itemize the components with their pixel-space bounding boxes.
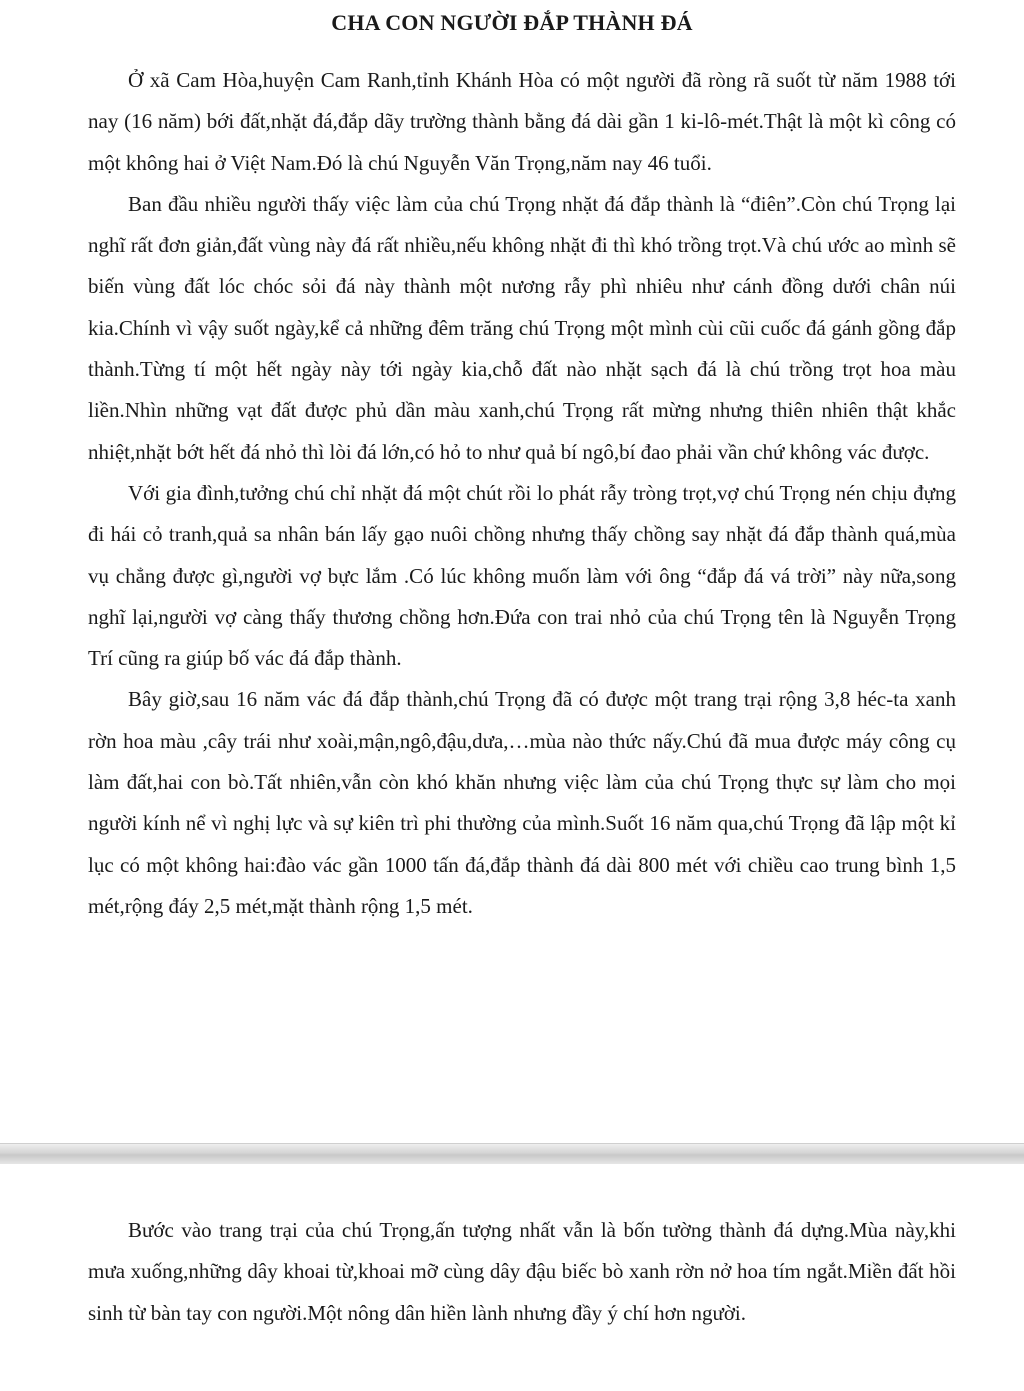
paragraph: Ban đầu nhiều người thấy việc làm của chú Trọng nhặt đá đắp thành là “điên”.Còn chú Trọng lại nghĩ rất đơn giản,đất vùng này đá rất nhiều,nếu không nhặt đi thì khó trồng trọt.Và chú ước ao mình sẽ biến vùng đất lóc chóc sỏi đá này thành một nương rẫy phì nhiêu như cánh đồng dưới chân núi kia.Chính vì vậy suốt ngày,kể cả những đêm trăng chú Trọng một mình cùi cũi cuốc đá gánh gồng đắp thành.Từng tí một hết ngày này tới ngày kia,chỗ đất nào nhặt sạch đá là chú trồng trọt hoa màu liền.Nhìn những vạt đất được phủ dần màu xanh,chú Trọng rất mừng nhưng thiên nhiên thật khắc nhiệt,nhặt bớt hết đá nhỏ thì lòi đá lớn,có hỏ to như quả bí ngô,bí đao phải vần chứ không vác được. — [88, 191, 956, 464]
paragraph: Với gia đình,tưởng chú chỉ nhặt đá một chút rồi lo phát rẫy tròng trọt,vợ chú Trọng nén chịu đựng đi hái cỏ tranh,quả sa nhân bán lấy gạo nuôi chồng nhưng thấy chồng say nhặt đá đắp thành quá,mùa vụ chẳng được gì,người vợ bực lắm .Có lúc không muốn làm với ông “đắp đá vá trời” này nữa,song nghĩ lại,người vợ càng thấy thương chồng hơn.Đứa con trai nhỏ của chú Trọng tên là Nguyễn Trọng Trí cũng ra giúp bố vác đá đắp thành. — [88, 480, 956, 671]
document-page-2 — [0, 1164, 1024, 1391]
document-title: CHA CON NGƯỜI ĐẮP THÀNH ĐÁ — [331, 10, 693, 35]
document-body-page-2 — [88, 1210, 956, 1334]
page-break-divider — [0, 1143, 1024, 1165]
paragraph: Bước vào trang trại của chú Trọng,ấn tượng nhất vẫn là bốn tường thành đá dựng.Mùa này,khi mưa xuống,những dây khoai từ,khoai mỡ cùng dây đậu biếc bò xanh rờn nở hoa tím ngắt.Miền đất hồi sinh từ bàn tay con người.Một nông dân hiền lành nhưng đầy ý chí hơn người. — [88, 1218, 956, 1325]
paragraph: Ở xã Cam Hòa,huyện Cam Ranh,tỉnh Khánh Hòa có một người đã ròng rã suốt từ năm 1988 tới nay (16 năm) bới đất,nhặt đá,đắp dãy trường thành bằng đá dài gần 1 ki-lô-mét.Thật là một kì công có một không hai ở Việt Nam.Đó là chú Nguyễn Văn Trọng,năm nay 46 tuổi. — [88, 68, 956, 175]
document-body — [88, 60, 956, 927]
paragraph: Bây giờ,sau 16 năm vác đá đắp thành,chú Trọng đã có được một trang trại rộng 3,8 héc-ta xanh rờn hoa màu ,cây trái như xoài,mận,ngô,đậu,dưa,…mùa nào thức nấy.Chú đã mua được máy công cụ làm đất,hai con bò.Tất nhiên,vẫn còn khó khăn nhưng việc làm của chú Trọng thực sự làm cho mọi người kính nể vì nghị lực và sự kiên trì phi thường của mình.Suốt 16 năm qua,chú Trọng đã lập một kỉ lục có một không hai:đào vác gần 1000 tấn đá,đắp thành đá dài 800 mét với chiều cao trung bình 1,5 mét,rộng đáy 2,5 mét,mặt thành rộng 1,5 mét. — [88, 687, 956, 918]
